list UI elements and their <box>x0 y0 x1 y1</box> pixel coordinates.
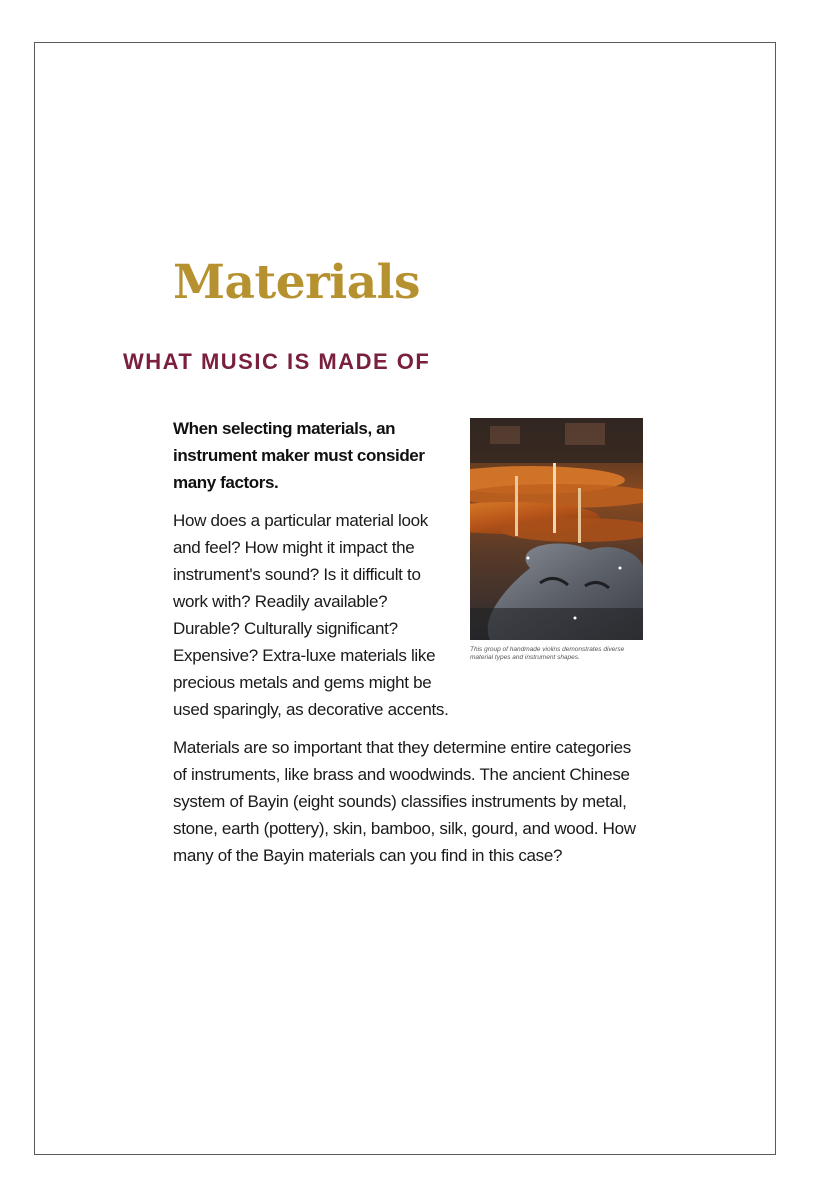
body-paragraph-1: How does a particular material look and feel? How might it impact the instrument's sound? Is it difficult to work with? Readily available? Durable? Culturally significant? Expensive? Extra-luxe materials like precious metals and gems might be used sparingly, as decorative accents. <box>173 511 449 719</box>
article-body <box>173 415 643 880</box>
violin-figure <box>470 418 643 662</box>
page-title: Materials <box>173 255 420 310</box>
violins-photo <box>470 418 643 640</box>
page-subtitle: WHAT MUSIC IS MADE OF <box>123 349 431 374</box>
figure-caption: This group of handmade violins demonstrates diverse material types and instrument shapes. <box>470 646 625 661</box>
lead-paragraph: When selecting materials, an instrument maker must consider many factors. <box>173 419 425 492</box>
body-paragraph-2: Materials are so important that they determine entire categories of instruments, like brass and woodwinds. The ancient Chinese system of Bayin (eight sounds) classifies instruments by metal, stone, earth (pottery), skin, bamboo, silk, gourd, and wood. How many of the Bayin materials can you find in this case? <box>173 738 636 865</box>
